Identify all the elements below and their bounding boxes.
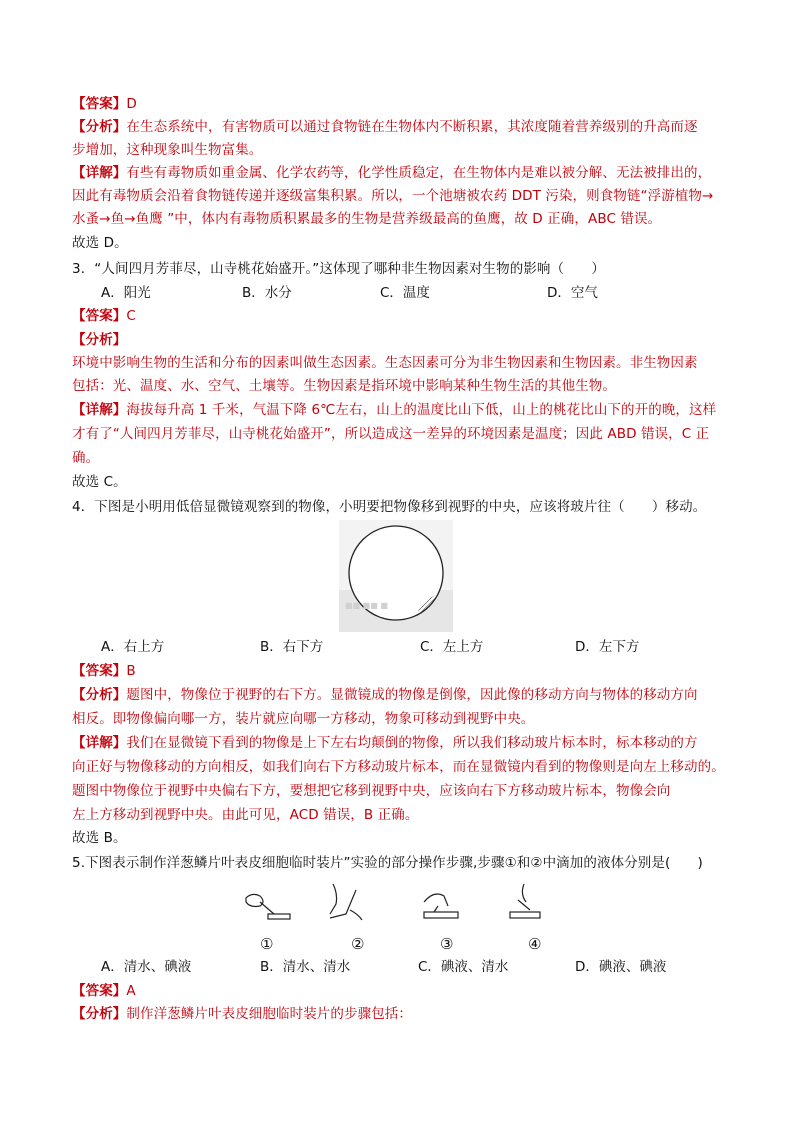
q3-option-c: C．温度 xyxy=(380,285,430,301)
q4-option-a: A．右上方 xyxy=(101,639,165,655)
q2-detail-line-3: 水蚤→鱼→鱼鹰 ”中，体内有毒物质积累最多的生物是营养级最高的鱼鹰，故 D 正确，ABC 错误。 xyxy=(72,211,662,227)
q2-answer-line xyxy=(72,93,732,116)
q2-detail-line-2: 因此有毒物质会沿着食物链传递并逐级富集积累。所以，一个池塘被农药 DDT 污染，则食物链“浮游植物→ xyxy=(72,188,714,204)
q4-analysis-line-1: 【分析】题图中，物像位于视野的右下方。显微镜成的物像是倒像，因此像的移动方向与物体的移动方向 xyxy=(72,687,698,703)
q5-option-b: B．清水、清水 xyxy=(260,959,351,975)
step3-illustration xyxy=(424,894,458,918)
q4-detail-line-1: 【详解】我们在显微镜下看到的物像是上下左右均颠倒的物像，所以我们移动玻片标本时，标本移动的方 xyxy=(72,735,698,751)
q2-conclusion: 故选 D。 xyxy=(72,235,128,251)
step1-label: ① xyxy=(260,935,274,953)
q3-conclusion: 故选 C。 xyxy=(72,474,127,490)
step2-illustration xyxy=(330,884,362,920)
q4-conclusion: 故选 B。 xyxy=(72,830,127,846)
q5-option-d: D．碘液、碘液 xyxy=(575,959,667,975)
q2-detail-line-1: 【详解】有些有毒物质如重金属、化学农药等，化学性质稳定，在生物体内是难以被分解、无法被排出的， xyxy=(72,165,712,181)
slide-steps-figure xyxy=(238,880,558,955)
q3-analysis-line-1: 环境中影响生物的生活和分布的因素叫做生态因素。生态因素可分为非生物因素和生物因素。非生物因素 xyxy=(72,355,698,371)
q4-option-d: D．左下方 xyxy=(575,639,640,655)
q4-detail-line-4: 左上方移动到视野中央。由此可见，ACD 错误，B 正确。 xyxy=(72,807,419,823)
q4-detail-line-2: 向正好与物像移动的方向相反，如我们向右下方移动玻片标本，而在显微镜内看到的物像则是向左上移动的。 xyxy=(72,759,725,775)
q4-option-b: B．右下方 xyxy=(260,639,324,655)
q3-detail-line-2: 才有了“人间四月芳菲尽，山寺桃花始盛开”，所以造成这一差异的环境因素是温度；因此 ABD 错误，C 正 xyxy=(72,426,710,442)
q2-analysis-line-1: 【分析】在生态系统中，有害物质可以通过食物链在生物体内不断积累，其浓度随着营养级别的升高而逐 xyxy=(72,119,698,135)
svg-text:■■ ■■ ■: ■■ ■■ ■ xyxy=(345,601,388,610)
q4-analysis-line-2: 相反。即物像偏向哪一方，装片就应向哪一方移动，物象可移动到视野中央。 xyxy=(72,711,535,727)
q2-analysis-line-2: 步增加，这种现象叫生物富集。 xyxy=(72,142,263,158)
step4-label: ④ xyxy=(528,935,542,953)
q4-stem: 4．下图是小明用低倍显微镜观察到的物像，小明要把物像移到视野的中央，应该将玻片往（ ）移动。 xyxy=(72,499,707,515)
q3-analysis-line-2: 包括：光、温度、水、空气、土壤等。生物因素是指环境中影响某种生物生活的其他生物。 xyxy=(72,378,616,394)
answer-tag: 【答案】 xyxy=(72,96,127,112)
step4-illustration xyxy=(510,884,540,918)
step1-illustration xyxy=(246,894,290,919)
q5-answer-line: 【答案】A xyxy=(72,983,136,999)
detail-tag: 【详解】 xyxy=(72,165,127,181)
q3-detail-line-3: 确。 xyxy=(72,450,100,466)
analysis-tag: 【分析】 xyxy=(72,119,127,135)
q3-answer-line: 【答案】C xyxy=(72,308,136,324)
q5-analysis-line-1: 【分析】制作洋葱鳞片叶表皮细胞临时装片的步骤包括： xyxy=(72,1006,413,1022)
answer-value: A xyxy=(126,983,136,999)
step2-label: ② xyxy=(351,935,365,953)
slide-steps-svg xyxy=(238,880,558,955)
answer-value: D xyxy=(126,96,137,112)
q5-option-a: A．清水、碘液 xyxy=(101,959,192,975)
microscope-field-figure xyxy=(339,520,453,632)
q5-stem: 5.下图表示制作洋葱鳞片叶表皮细胞临时装片”实验的部分操作步骤,步骤①和②中滴加的液体分别是( ) xyxy=(72,855,703,871)
answer-value: B xyxy=(126,663,136,679)
q3-detail-line-1: 【详解】海拔每升高 1 千米，气温下降 6℃左右，山上的温度比山下低，山上的桃花比山下的开的晚，这样 xyxy=(72,402,717,418)
q4-detail-line-3: 题图中物像位于视野中央偏右下方，要想把它移到视野中央，应该向右下方移动玻片标本，物像会向 xyxy=(72,783,671,799)
q3-option-a: A．阳光 xyxy=(101,285,151,301)
q5-option-c: C．碘液、清水 xyxy=(418,959,509,975)
q4-option-c: C．左上方 xyxy=(420,639,484,655)
q4-answer-line: 【答案】B xyxy=(72,663,136,679)
q3-option-b: B．水分 xyxy=(242,285,292,301)
step3-label: ③ xyxy=(440,935,454,953)
microscope-field-svg xyxy=(339,520,453,632)
answer-value: C xyxy=(126,308,136,324)
q3-analysis-tag-line: 【分析】 xyxy=(72,332,127,348)
q3-stem: 3．“人间四月芳菲尽，山寺桃花始盛开。”这体现了哪种非生物因素对生物的影响（ ） xyxy=(72,261,605,277)
q3-option-d: D．空气 xyxy=(547,285,598,301)
